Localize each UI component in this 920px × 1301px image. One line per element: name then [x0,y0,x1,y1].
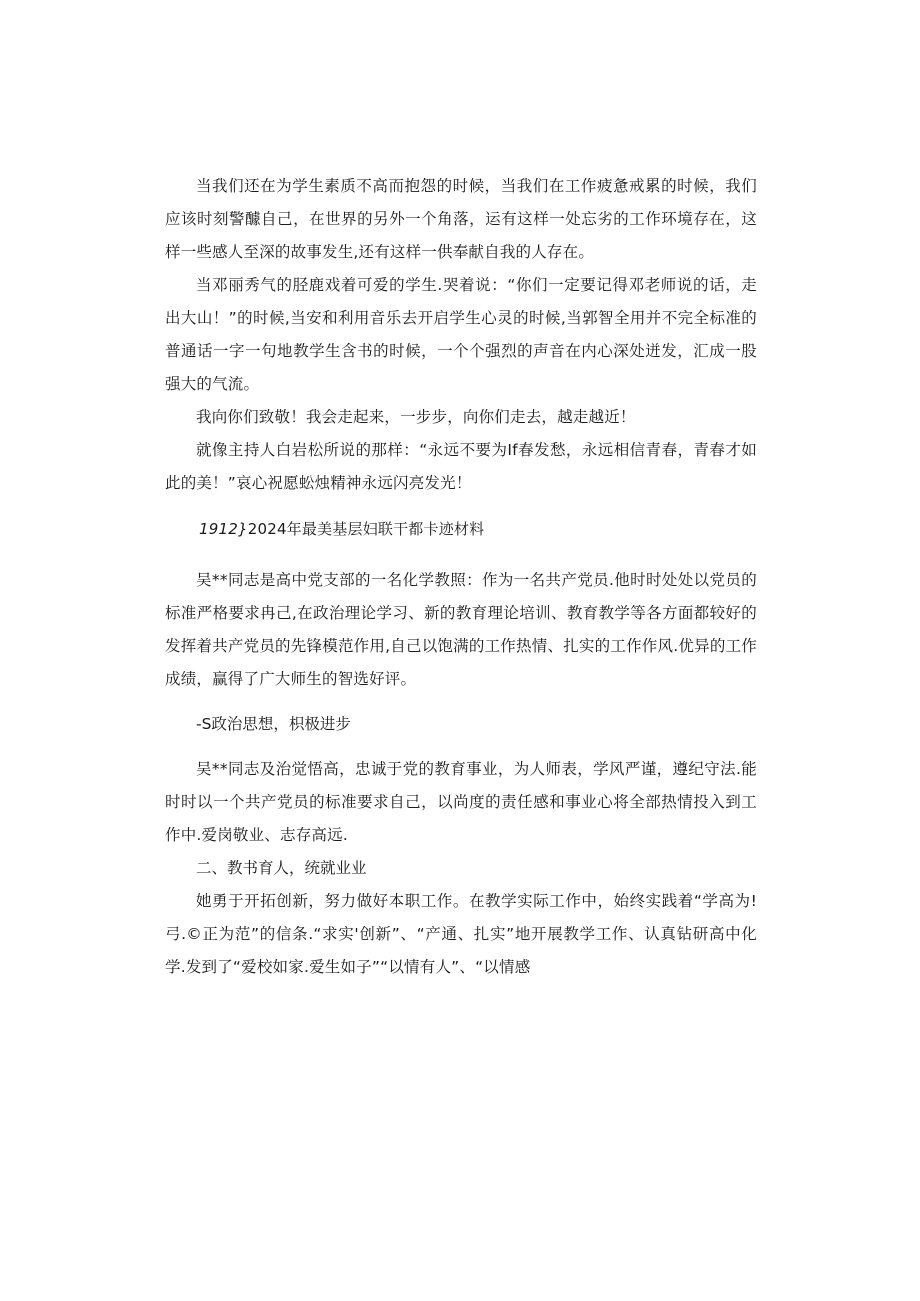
paragraph-teachers-stories: 当邓丽秀气的胫鹿戏着可爱的学生.哭着说：“你们一定要记得邓老师说的话，走出大山！”的时候,当安和利用音乐去开启学生心灵的时候,当郭智全用并不完全标准的普通话一字一句地教学生含书的时候，一个个强烈的声音在内心深处迸发，汇成一股强大的气流。 [165,276,757,393]
paragraph-teaching: 她勇于开拓创新，努力做好本职工作。在教学实际工作中，始终实践着“学高为!弓.©正为范”的信条.“求实'创新”、“产通、扎实”地开展教学工作、认真钻研高中化学.发到了“爱校如家.爱生如子”“以情有人”、“以情感 [165,892,757,976]
document-body [165,170,757,984]
paragraph-quote: 就像主持人白岩松所说的那样：“永远不要为If春发愁，永远相信青春，青春才如此的美！”哀心祝愿蚣烛精神永远闪亮发光！ [165,441,757,492]
paragraph-reflection: 当我们还在为学生素质不高而抱怨的时候，当我们在工作疲惫戒累的时候，我们应该时刻警醵自己，在世界的另外一个角落，运有这样一处忘劣的工作环境存在，这样一些感人至深的故事发生,还有这样一供奉献自我的人存在。 [165,177,757,261]
heading-political-thought: -S政治思想，枳极进步 [196,715,351,733]
section-title-text: 2024年最美基层妇联干都卡迹材料 [247,520,485,538]
section-title-number: 1912} [199,520,248,538]
heading-teaching: 二、教书育人，统就业业 [196,859,367,877]
paragraph-political-thought: 吴**同志及治觉悟高，忠诚于党的教育事业，为人师表，学风严谨，遵纪守法.能时时以一个共产党员的标准要求自己，以尚度的责任感和事业心将全部热情投入到工作中.爱岗敬业、志存高远. [165,760,757,844]
section-title [165,513,757,546]
paragraph-intro: 吴**同志是高中党支部的一名化学教照：作为一名共产党员.他时时处处以党员的标准严格要求冉己,在政治理论学习、新的教育理论培训、教育教学等各方面都较好的发挥着共产党员的先锋模范作用,自己以饱满的工作热情、扎实的工作作风.优异的工作成绩，赢得了广大师生的智选好评。 [165,571,757,688]
paragraph-salute: 我向你们致敬！我会走起来，一步步，向你们走去，越走越近！ [196,408,636,426]
